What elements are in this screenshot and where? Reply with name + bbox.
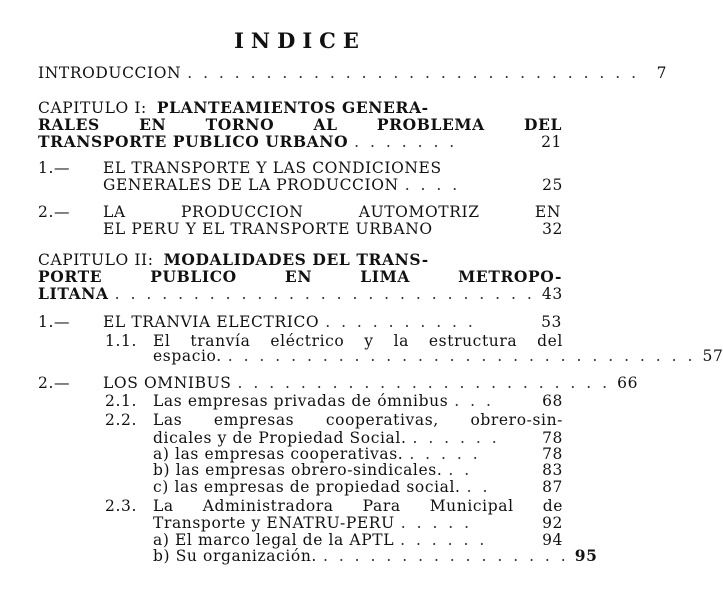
toc-page: 57	[702, 347, 723, 365]
toc-dots: . .	[448, 461, 473, 479]
section-title: EL TRANSPORTE Y LAS CONDICIONES	[103, 159, 442, 177]
toc-entry-introduccion[interactable]	[38, 63, 668, 83]
subsection-title-cont: espacio.	[153, 347, 222, 365]
section-title-cont: EL PERU Y EL TRANSPORTE URBANO	[103, 220, 433, 238]
toc-page: 43	[541, 285, 563, 303]
chapter-title-cont: RALES EN TORNO AL PROBLEMA DEL	[38, 115, 562, 134]
chapter-title: PLANTEAMIENTOS GENERA-	[156, 98, 429, 117]
toc-page: 7	[656, 64, 668, 82]
item-title: a) las empresas cooperativas.	[153, 445, 404, 463]
section-number: 2.—	[38, 374, 71, 392]
subsection-title-cont: dicales y de Propiedad Social.	[153, 429, 407, 447]
toc-dots: . . . . . . . . . . . . . . . .	[322, 547, 569, 565]
toc-page: 83	[542, 461, 563, 479]
toc-dots: . . . . . . .	[354, 133, 458, 151]
toc-dots: . . . .	[404, 176, 461, 194]
toc-dots: . . . . .	[400, 514, 473, 532]
section-number: 1.—	[38, 313, 71, 331]
toc-dots: . . . . . . . . . . . . . . . . . . . . . . . . . . . . .	[187, 64, 640, 82]
item-title: c) las empresas de propiedad social.	[153, 478, 461, 496]
item-title: b) Su organización.	[153, 547, 317, 565]
toc-dots: . . . . . . . . . . . . . . . . . . . . . . . . . . .	[114, 285, 535, 303]
toc-entry-omnibus[interactable]	[38, 373, 639, 393]
toc-dots: . . . . . . . . . . . . . . . . . . . . . . . . . . . . . .	[227, 347, 696, 365]
chapter-prefix: CAPITULO II:	[38, 251, 154, 269]
index-title: INDICE	[234, 28, 366, 53]
toc-entry-2-2[interactable]	[105, 410, 563, 430]
toc-dots: . . . . . .	[412, 429, 500, 447]
subsection-number: 2.2.	[105, 411, 137, 429]
toc-page: 78	[542, 429, 563, 447]
section-title: EL TRANVIA ELECTRICO	[103, 313, 320, 331]
toc-page: 25	[542, 176, 563, 194]
toc-entry-2-3-b[interactable]	[153, 546, 598, 566]
chapter-title: MODALIDADES DEL TRANS-	[163, 250, 429, 269]
toc-page: 53	[541, 313, 562, 331]
toc-page: 66	[617, 374, 639, 392]
toc-entry-1-1-line2[interactable]	[153, 346, 723, 366]
chapter-title-cont: PORTE PUBLICO EN LIMA METROPO-	[38, 267, 562, 286]
section-title-cont: GENERALES DE LA PRODUCCION	[103, 176, 399, 194]
toc-dots: . .	[466, 478, 491, 496]
toc-dots: . . . . .	[409, 445, 481, 463]
toc-page: 94	[542, 531, 563, 549]
toc-page: 95	[574, 546, 598, 565]
toc-entry-section-2-line2[interactable]	[103, 219, 563, 239]
toc-entry-tranvia[interactable]	[38, 312, 562, 332]
toc-entry-section-1-line2[interactable]	[103, 175, 563, 195]
toc-entry-capitulo-2-line3[interactable]	[38, 284, 562, 304]
toc-dots: . . . . . . . . . .	[325, 313, 476, 331]
toc-page: 32	[542, 220, 563, 238]
section-title: LOS OMNIBUS	[103, 374, 232, 392]
toc-page: 87	[542, 478, 563, 496]
subsection-title-cont: Transporte y ENATRU-PERU	[153, 514, 395, 532]
section-title: LA PRODUCCION AUTOMOTRIZ EN	[103, 203, 561, 221]
toc-entry-2-1[interactable]	[105, 391, 563, 411]
chapter-title-cont: TRANSPORTE PUBLICO URBANO	[38, 132, 349, 151]
subsection-number: 2.1.	[105, 392, 137, 410]
item-title: a) El marco legal de la APTL	[153, 531, 395, 549]
toc-page: 78	[542, 445, 563, 463]
subsection-number: 1.1.	[105, 332, 137, 350]
toc-dots: . . . . . . . . . . . . . . . . . . . . . . . .	[237, 374, 611, 392]
item-title: b) las empresas obrero-sindicales.	[153, 461, 443, 479]
toc-dots: . . .	[454, 392, 494, 410]
toc-entry-2-2-c[interactable]	[153, 477, 563, 497]
toc-label: INTRODUCCION	[38, 64, 182, 82]
subsection-number: 2.3.	[105, 497, 137, 515]
subsection-title: Las empresas privadas de ómnibus	[153, 392, 449, 410]
subsection-title: Las empresas cooperativas, obrero-sin-	[153, 411, 563, 429]
toc-dots: . . . . . .	[400, 531, 488, 549]
subsection-title: La Administradora Para Municipal de	[153, 497, 563, 515]
section-number: 2.—	[38, 203, 71, 221]
toc-entry-capitulo-1-line3[interactable]	[38, 132, 562, 152]
subsection-title: El tranvía eléctrico y la estructura del	[153, 332, 563, 350]
toc-page: 68	[542, 392, 563, 410]
chapter-prefix: CAPITULO I:	[38, 99, 147, 117]
toc-page: 92	[542, 514, 563, 532]
chapter-title-cont: LITANA	[38, 284, 109, 303]
section-number: 1.—	[38, 159, 71, 177]
toc-page: 21	[541, 133, 562, 151]
